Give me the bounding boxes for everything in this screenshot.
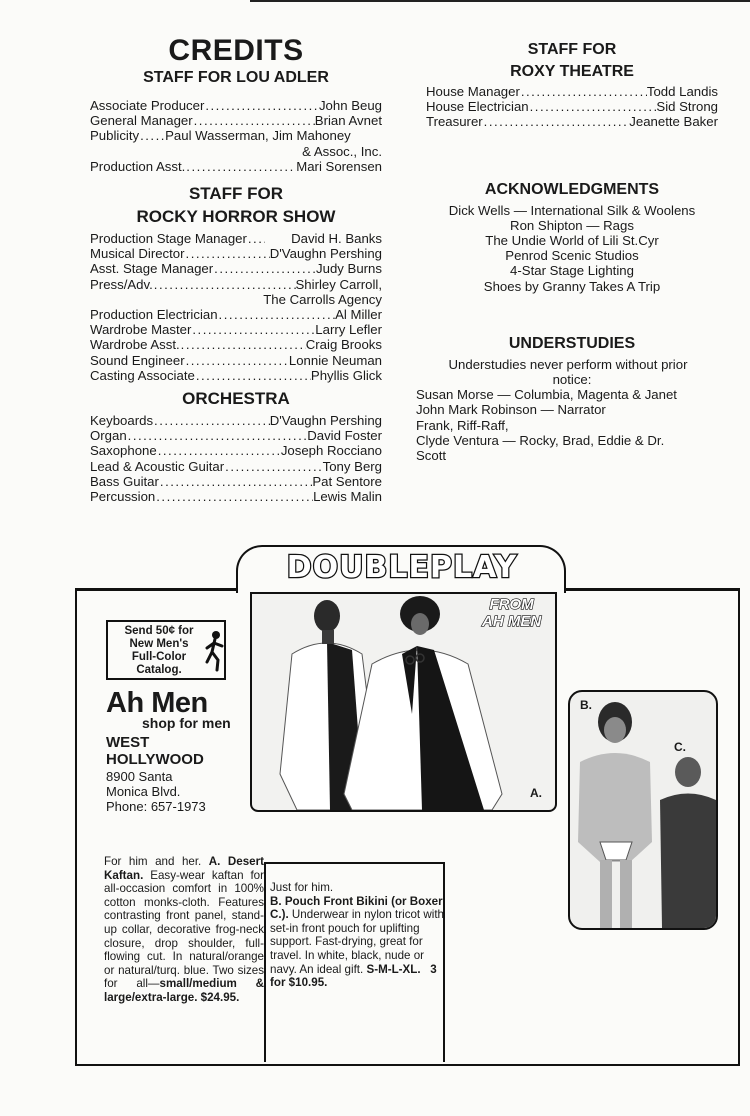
credit-row: Asst. Stage Manager ..... Judy Burns <box>90 261 382 276</box>
top-rule <box>250 0 750 2</box>
label-b: B. <box>580 698 592 712</box>
from-line: AH MEN <box>482 613 542 630</box>
credit-row: Production Asst. ..... Mari Sorensen <box>90 159 382 174</box>
doubleplay-title: DOUBLEPLAY <box>286 550 518 585</box>
kaftan-description <box>104 855 264 1005</box>
credit-row: General Manager ..... Brian Avnet <box>90 113 382 128</box>
credit-row: Keyboards ..... D'Vaughn Pershing <box>90 413 382 428</box>
desc-b-sizes: S-M-L-XL. <box>366 962 421 976</box>
roxy-list <box>426 84 718 130</box>
credit-row: Press/Adv. ..... Shirley Carroll, <box>90 277 382 292</box>
from-ah-men-badge <box>482 596 541 630</box>
credit-row: House Electrician ..... Sid Strong <box>426 99 718 114</box>
city-line: WEST <box>106 734 150 751</box>
credit-row: Percussion ..... Lewis Malin <box>90 489 382 504</box>
underwear-photo <box>568 690 718 930</box>
ack-line: 4-Star Stage Lighting <box>510 263 634 279</box>
desc-a-title: A. Desert Kaftan. <box>104 855 264 882</box>
ad-frame-top-left <box>75 588 238 591</box>
ah-men-tagline: shop for men <box>142 715 231 731</box>
credit-row: Wardrobe Asst. ..... Craig Brooks <box>90 337 382 352</box>
from-line: FROM <box>489 596 534 613</box>
desc-b-title: B. Pouch Front Bikini (or Boxer C.). <box>270 894 443 922</box>
ack-line: Dick Wells — International Silk & Woolens <box>448 202 696 218</box>
catalog-line: New Men's <box>129 638 189 650</box>
catalog-line: Catalog. <box>136 664 182 676</box>
ack-line: Shoes by Granny Takes A Trip <box>483 278 661 294</box>
desc-b-body: Underwear in nylon tricot with set-in front pouch for uplifting support. Fast-drying, great for travel. In white, black, nude or navy. An ideal gift. <box>270 908 444 976</box>
running-man-icon <box>203 630 225 672</box>
adler-list <box>90 98 382 174</box>
orchestra-heading: ORCHESTRA <box>182 389 290 409</box>
credit-row: Production Electrician ..... Al Miller <box>90 307 382 322</box>
credit-row: Sound Engineer ..... Lonnie Neuman <box>90 353 382 368</box>
rocky-heading-1: STAFF FOR <box>188 184 284 204</box>
roxy-heading-2: ROXY THEATRE <box>510 63 634 80</box>
credit-continuation: The Carrolls Agency <box>263 291 382 307</box>
store-city <box>106 734 204 768</box>
address-line: 8900 Santa <box>106 769 173 784</box>
credit-row: Publicity ..... Paul Wasserman, Jim Mahoney <box>90 128 382 143</box>
credit-row: House Manager ..... Todd Landis <box>426 84 718 99</box>
ad-frame-top-right <box>564 588 740 591</box>
credit-row: Treasurer ..... Jeanette Baker <box>426 114 718 129</box>
catalog-line: Full-Color <box>131 651 187 663</box>
credit-row: Production Stage Manager ..... David H. Banks <box>90 231 382 246</box>
underwear-models-illustration <box>570 692 716 928</box>
credit-row: Organ ..... David Foster <box>90 428 382 443</box>
understudies-note: Understudies never perform without prior <box>448 356 688 372</box>
understudy-line: Susan Morse — Columbia, Magenta & Janet <box>416 387 677 403</box>
orchestra-list <box>90 413 382 504</box>
ack-line: The Undie World of Lili St.Cyr <box>485 233 659 249</box>
credit-row: Wardrobe Master ..... Larry Lefler <box>90 322 382 337</box>
bikini-description <box>270 881 444 990</box>
desc-a-sizes: small/medium & large/extra-large. $24.95. <box>104 977 264 1004</box>
understudies-heading: UNDERSTUDIES <box>508 334 636 352</box>
catalog-line: Send 50¢ for <box>124 625 194 637</box>
understudy-line: Frank, Riff-Raff, <box>416 417 509 433</box>
right-credits-column <box>416 40 718 464</box>
rocky-list <box>90 231 382 383</box>
credit-row: Bass Guitar ..... Pat Sentore <box>90 474 382 489</box>
desc-b-intro: Just for him. <box>270 881 334 894</box>
label-a: A. <box>530 786 542 800</box>
city-line: HOLLYWOOD <box>106 751 204 768</box>
credit-row: Saxophone ..... Joseph Rocciano <box>90 443 382 458</box>
credit-row: Lead & Acoustic Guitar ..... Tony Berg <box>90 459 382 474</box>
rocky-heading-2: ROCKY HORROR SHOW <box>136 207 336 227</box>
left-credits-column <box>90 36 382 504</box>
understudy-line: Clyde Ventura — Rocky, Brad, Eddie & Dr. <box>416 432 665 448</box>
credit-row: Associate Producer ..... John Beug <box>90 98 382 113</box>
credits-title: CREDITS <box>168 34 304 67</box>
credit-continuation: & Assoc., Inc. <box>302 143 382 159</box>
understudy-line: John Mark Robinson — Narrator <box>416 402 606 418</box>
understudies-block <box>416 356 718 464</box>
store-phone: Phone: 657-1973 <box>106 799 206 814</box>
adler-heading: STAFF FOR LOU ADLER <box>143 69 329 86</box>
desc-b-price: 3 for $10.95. <box>270 962 437 990</box>
desc-a-intro: For him and her. <box>104 855 202 868</box>
credit-row: Musical Director ..... D'Vaughn Pershing <box>90 246 382 261</box>
ah-men-logo: Ah Men <box>106 687 208 719</box>
credit-row: Casting Associate ..... Phyllis Glick <box>90 368 382 383</box>
understudy-line: Scott <box>416 448 447 464</box>
store-address <box>106 769 206 814</box>
address-line: Monica Blvd. <box>106 784 181 799</box>
ack-line: Ron Shipton — Rags <box>510 217 634 233</box>
label-c: C. <box>674 740 686 754</box>
acknowledgments-heading: ACKNOWLEDGMENTS <box>484 180 660 198</box>
acknowledgments-list <box>426 203 718 294</box>
understudies-note: notice: <box>552 372 592 388</box>
desc-a-body: Easy-wear kaftan for all-occasion comfort in 100% cotton monks-cloth. Features contrasting front panel, stand-up collar, decorative frog-neck closure, drop shoulder, full-flowing cut. In natural/orange or natural/turq. blue. Two sizes for all— <box>104 868 264 991</box>
roxy-heading-1: STAFF FOR <box>527 41 617 58</box>
ack-line: Penrod Scenic Studios <box>505 248 639 264</box>
